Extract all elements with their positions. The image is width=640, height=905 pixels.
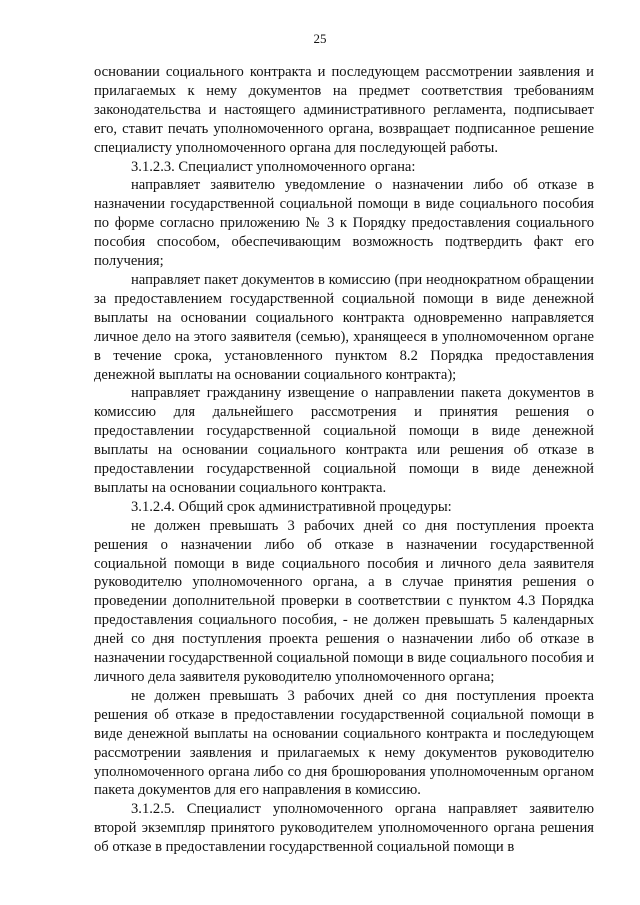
paragraph-commission-package: направляет пакет документов в комиссию (при неоднократном обращении за предоставлением государственной социальной помощи в виде денежной выплаты на основании социального контракта одновременно направляется личное дело на этого заявителя (семью), хранящееся в уполномоченном органе в течение срока, установленного пунктом 8.2 Порядка предоставления денежной выплаты на основании социального контракта); [94,271,594,383]
paragraph-heading-3-1-2-3: 3.1.2.3. Специалист уполномоченного органа: [131,158,416,175]
paragraph-term-social-allowance: не должен превышать 3 рабочих дней со дня поступления проекта решения о назначении либо об отказе в назначении государственной социальной помощи в виде социального пособия и личного дела заявителя руководителю уполномоченного органа, а в случае принятия решения о проведении дополнительной проверки в соответствии с пунктом 4.3 Порядка предоставления социального пособия, - не должен превышать 5 календарных дней со дня поступления проекта решения о назначении либо об отказе в назначении государственной социальной помощи в виде социального пособия и личного дела заявителя руководителю уполномоченного органа; [94,517,594,685]
paragraph-heading-3-1-2-4: 3.1.2.4. Общий срок административной процедуры: [131,498,452,515]
paragraph-continuation: основании социального контракта и последующем рассмотрении заявления и прилагаемых к нему документов на предмет соответствия требованиям законодательства и настоящего административного регламента, подписывает его, ставит печать уполномоченного органа, возвращает подписанное решение специалисту уполномоченного органа для последующей работы. [94,64,594,156]
paragraph-heading-3-1-2-5: 3.1.2.5. Специалист уполномоченного органа направляет заявителю второй экземпляр принятого руководителем уполномоченного органа решения об отказе в предоставлении государственной социальной помощи в [94,801,594,856]
paragraph-term-cash-payment: не должен превышать 3 рабочих дней со дня поступления проекта решения об отказе в предоставлении государственной социальной помощи в виде денежной выплаты на основании социального контракта и последующем рассмотрении заявления и прилагаемых к нему документов руководителю уполномоченного органа либо со дня брошюрования уполномоченным органом пакета документов для его направления в комиссию. [94,687,594,799]
paragraph-citizen-notice: направляет гражданину извещение о направлении пакета документов в комиссию для дальнейшего рассмотрения и принятия решения о предоставлении государственной социальной помощи в виде денежной выплаты на основании социального контракта или решения об отказе в предоставлении государственной социальной помощи в виде денежной выплаты на основании социального контракта. [94,385,594,496]
document-body [94,63,594,857]
paragraph-notification: направляет заявителю уведомление о назначении либо об отказе в назначении государственной социальной помощи в виде социального пособия по форме согласно приложению № 3 к Порядку предоставления социального пособия способом, обеспечивающим возможность подтвердить факт его получения; [94,177,594,270]
page-number: 25 [313,31,327,46]
